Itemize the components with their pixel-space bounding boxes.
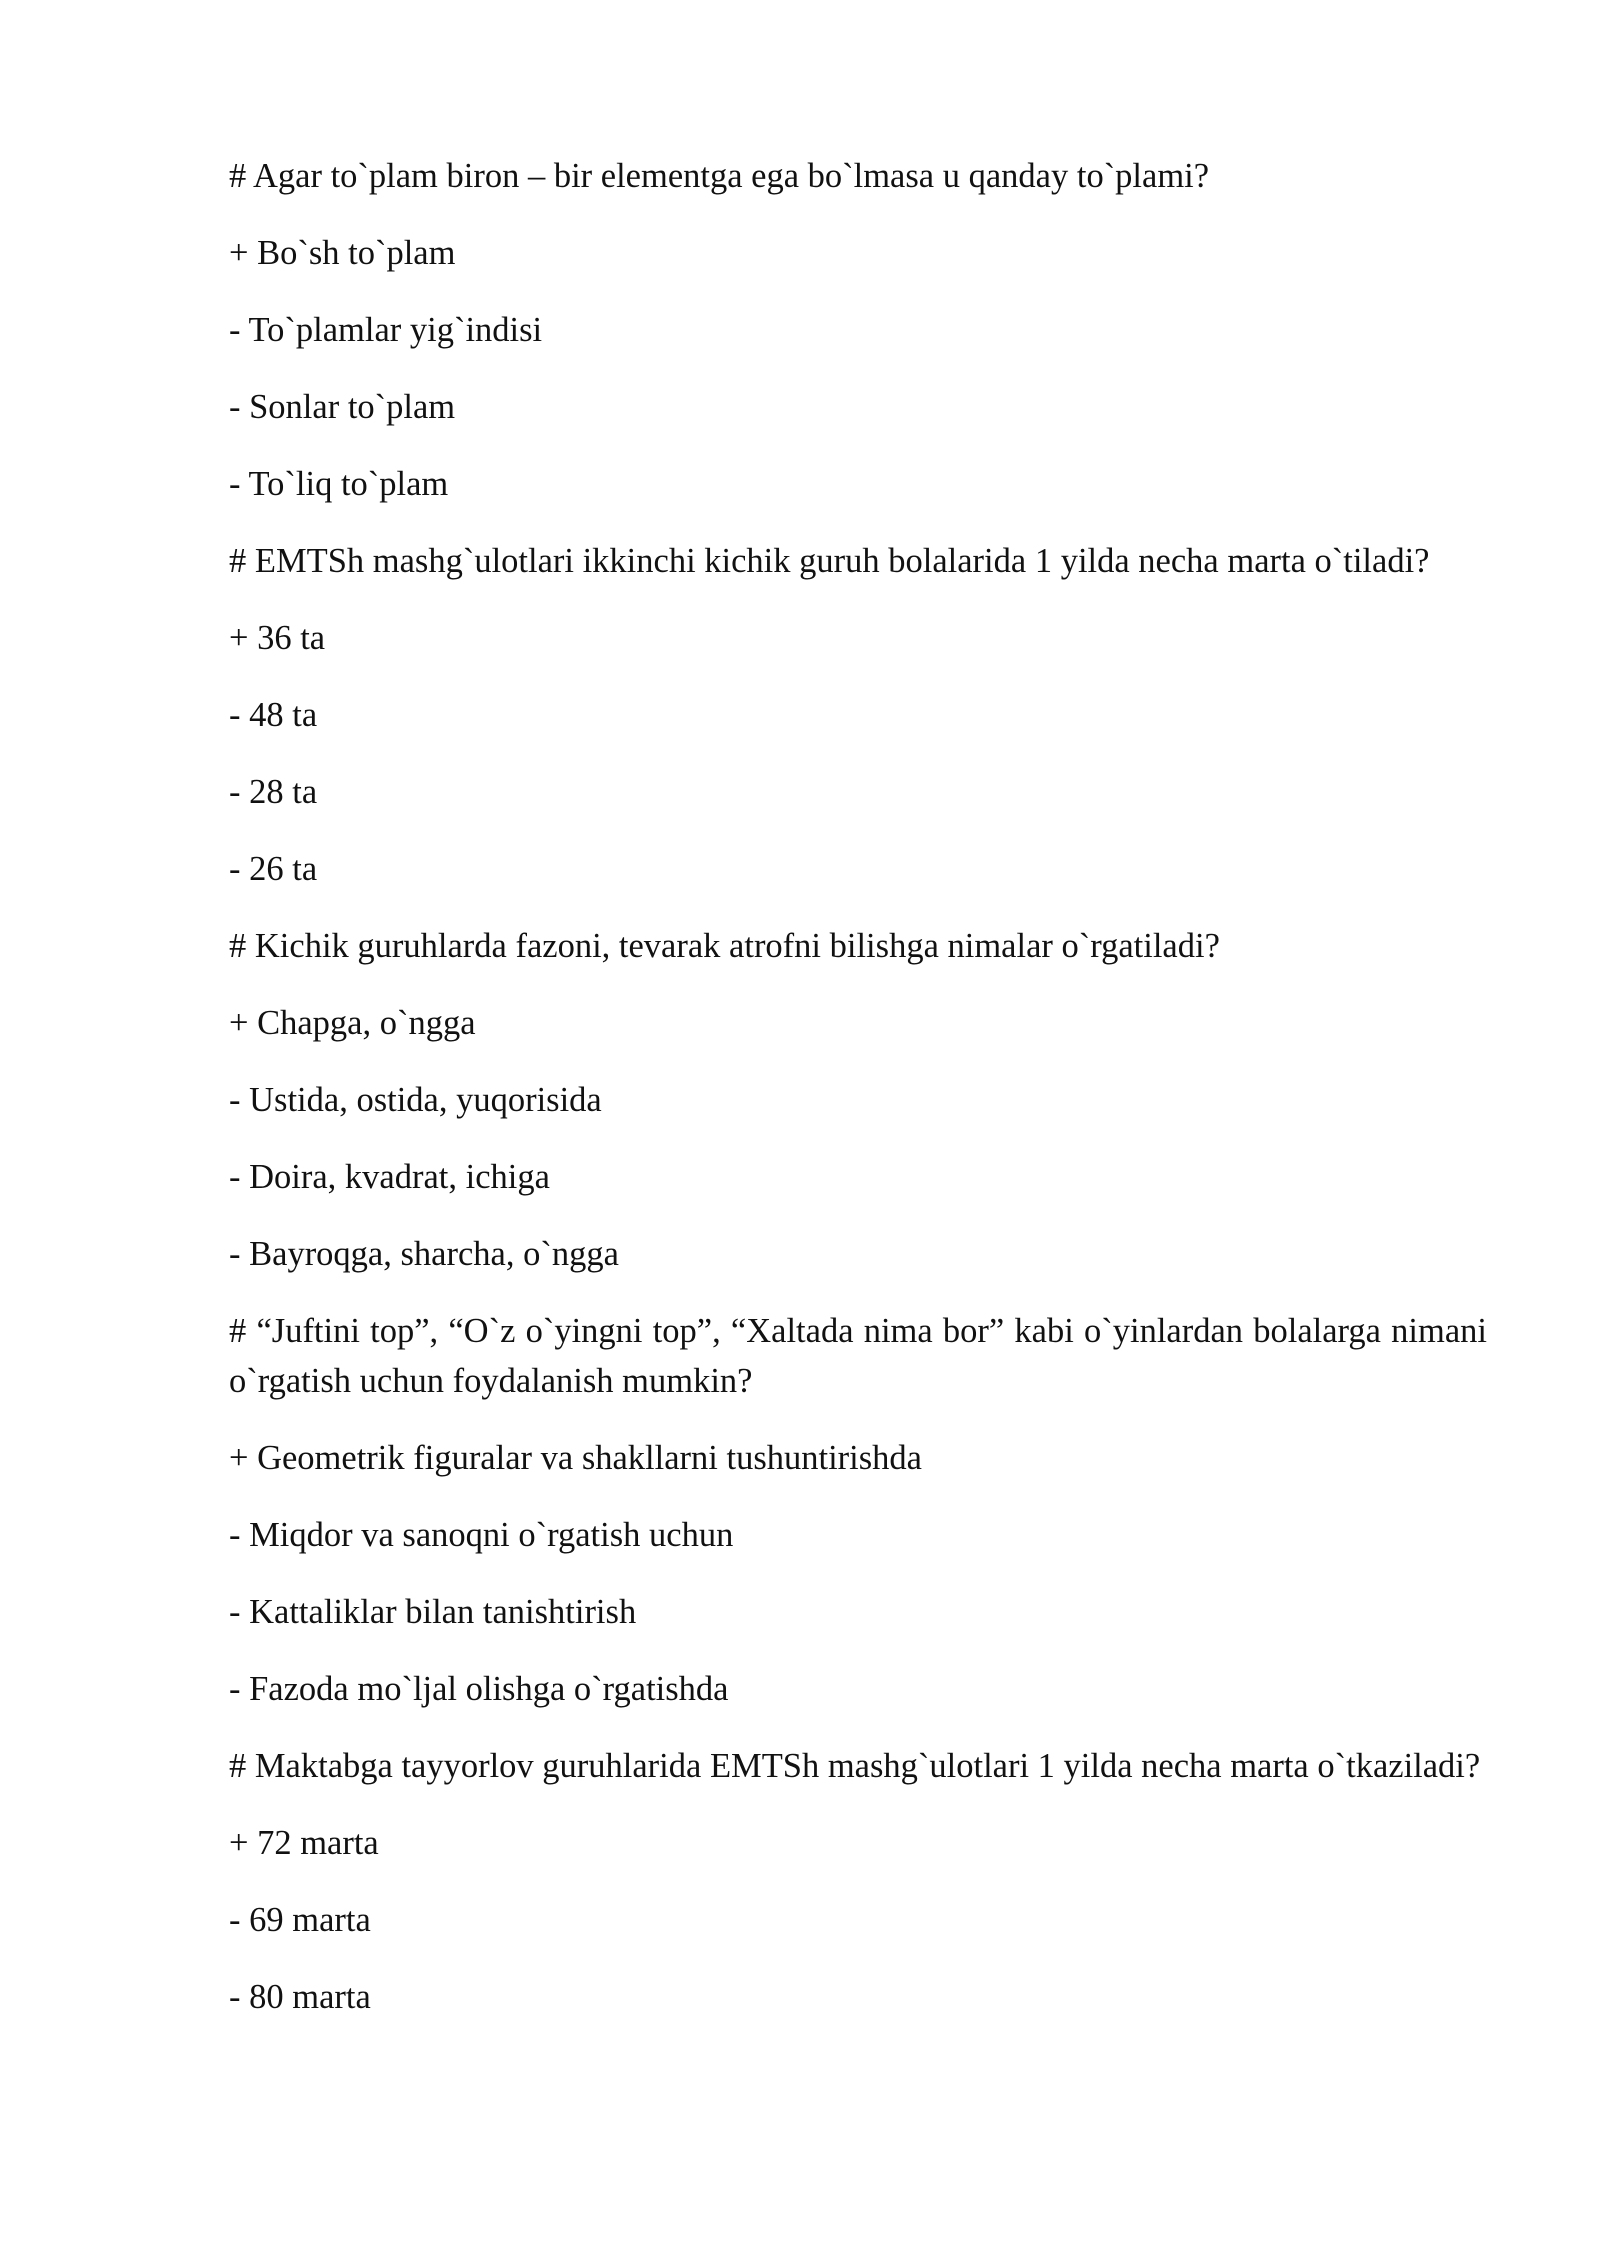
question-text: # Agar to`plam biron – bir elementga ega bo`lmasa u qanday to`plami? <box>229 157 1210 195</box>
document-page <box>229 151 1487 2049</box>
answer-option: + Geometrik figuralar va shakllarni tushuntirishda <box>229 1439 922 1477</box>
question-text: # Kichik guruhlarda fazoni, tevarak atrofni bilishga nimalar o`rgatiladi? <box>229 927 1220 965</box>
answer-option: - 28 ta <box>229 773 318 811</box>
question-text: # EMTSh mashg`ulotlari ikkinchi kichik guruh bolalarida 1 yilda necha marta o`tiladi? <box>229 542 1430 580</box>
answer-option: - Fazoda mo`ljal olishga o`rgatishda <box>229 1670 729 1708</box>
answer-option: - Ustida, ostida, yuqorisida <box>229 1081 602 1119</box>
answer-option: + Bo`sh to`plam <box>229 234 456 272</box>
answer-option: - 26 ta <box>229 850 318 888</box>
answer-option: - Sonlar to`plam <box>229 388 456 426</box>
answer-option: - To`plamlar yig`indisi <box>229 311 543 349</box>
answer-option: - Bayroqga, sharcha, o`ngga <box>229 1235 619 1273</box>
answer-option: + 72 marta <box>229 1824 379 1862</box>
question-text: # “Juftini top”, “O`z o`yingni top”, “Xaltada nima bor” kabi o`yinlardan bolalarga nimani o`rgatish uchun foydalanish mumkin? <box>229 1312 1487 1400</box>
answer-option: - Doira, kvadrat, ichiga <box>229 1158 550 1196</box>
answer-option: + 36 ta <box>229 619 326 657</box>
answer-option: - 48 ta <box>229 696 318 734</box>
answer-option: - Kattaliklar bilan tanishtirish <box>229 1593 637 1631</box>
question-text: # Maktabga tayyorlov guruhlarida EMTSh mashg`ulotlari 1 yilda necha marta o`tkaziladi? <box>229 1747 1481 1785</box>
answer-option: + Chapga, o`ngga <box>229 1004 476 1042</box>
answer-option: - 80 marta <box>229 1978 371 2016</box>
answer-option: - Miqdor va sanoqni o`rgatish uchun <box>229 1516 734 1554</box>
answer-option: - To`liq to`plam <box>229 465 449 503</box>
answer-option: - 69 marta <box>229 1901 371 1939</box>
